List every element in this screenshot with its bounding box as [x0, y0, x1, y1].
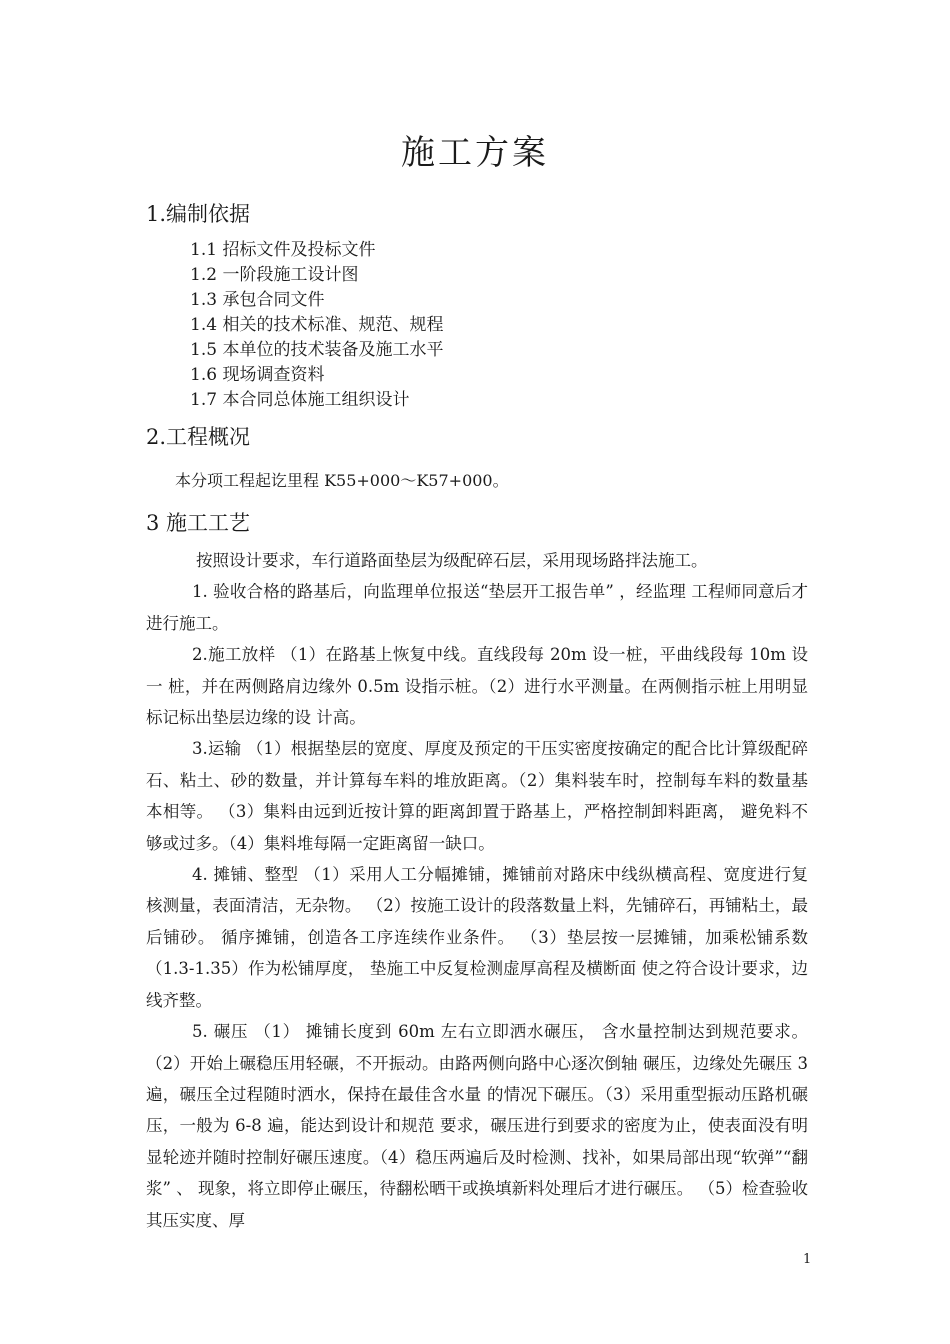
basis-item: 1.5 本单位的技术装备及施工水平	[190, 340, 444, 360]
section-heading-process: 3 施工工艺	[146, 511, 251, 535]
section-heading-basis: 1.编制依据	[146, 202, 251, 226]
process-step-spreading: 4. 摊铺、整型 （1）采用人工分幅摊铺，摊铺前对路床中线纵横高程、宽度进行复 核测量，表面清洁，无杂物。 （2）按施工设计的段落数量上料，先铺碎石，再铺粘土，最后铺砂。 循序摊铺，创造各工序连续作业条件。 （3）垫层按一层摊铺，加乘松铺系数（1.3-1.35）作为松铺厚度， 垫施工中反复检测虚厚高程及横断面 使之符合设计要求，边线齐整。	[146, 865, 808, 1010]
process-step-compaction: 5. 碾压 （1） 摊铺长度到 60m 左右立即洒水碾压， 含水量控制达到规范要求。（2）开始上碾稳压用轻碾，不开振动。由路两侧向路中心逐次倒轴 碾压，边缘处先碾压 3 遍，碾压全过程随时洒水，保持在最佳含水量 的情况下碾压。（3）采用重型振动压路机碾压，一般为 6-8 遍，能达到设计和规范 要求，碾压进行到要求的密度为止，使表面没有明显轮迹并随时控制好碾压速度。（4）稳压两遍后及时检测、找补，如果局部出现“软弹”“翻浆” 、 现象，将立即停止碾压，待翻松晒干或换填新料处理后才进行碾压。 （5）检查验收其压实度、厚	[146, 1022, 808, 1230]
process-body	[146, 545, 808, 1236]
basis-item: 1.2 一阶段施工设计图	[190, 265, 359, 285]
basis-item: 1.6 现场调查资料	[190, 365, 325, 385]
process-intro: 按照设计要求，车行道路面垫层为级配碎石层，采用现场路拌法施工。	[196, 551, 708, 570]
basis-item: 1.7 本合同总体施工组织设计	[190, 390, 410, 410]
document-title: 施工方案	[401, 133, 549, 173]
process-step-acceptance: 1. 验收合格的路基后，向监理单位报送“垫层开工报告单” ，经监理 工程师同意后才进行施工。	[146, 582, 808, 633]
process-step-layout: 2.施工放样 （1）在路基上恢复中线。直线段每 20m 设一桩，平曲线段每 10m 设一 桩，并在两侧路肩边缘外 0.5m 设指示桩。（2）进行水平测量。在两侧指示桩上用明显标记标出垫层边缘的设 计高。	[146, 645, 808, 728]
basis-item: 1.1 招标文件及投标文件	[190, 240, 376, 260]
basis-item: 1.3 承包合同文件	[190, 290, 325, 310]
overview-text: 本分项工程起讫里程 K55+000～K57+000。	[175, 471, 509, 490]
page-number: 1	[803, 1252, 812, 1267]
basis-list	[190, 238, 443, 413]
section-heading-overview: 2.工程概况	[146, 425, 251, 449]
process-step-transport: 3.运输 （1）根据垫层的宽度、厚度及预定的干压实密度按确定的配合比计算级配碎石、粘土、砂的数量，并计算每车料的堆放距离。（2）集料装车时，控制每车料的数量基本相等。 （3）集料由远到近按计算的距离卸置于路基上，严格控制卸料距离， 避免料不够或过多。（4）集料堆每隔一定距离留一缺口。	[146, 739, 808, 853]
basis-item: 1.4 相关的技术标准、规范、规程	[190, 315, 444, 335]
